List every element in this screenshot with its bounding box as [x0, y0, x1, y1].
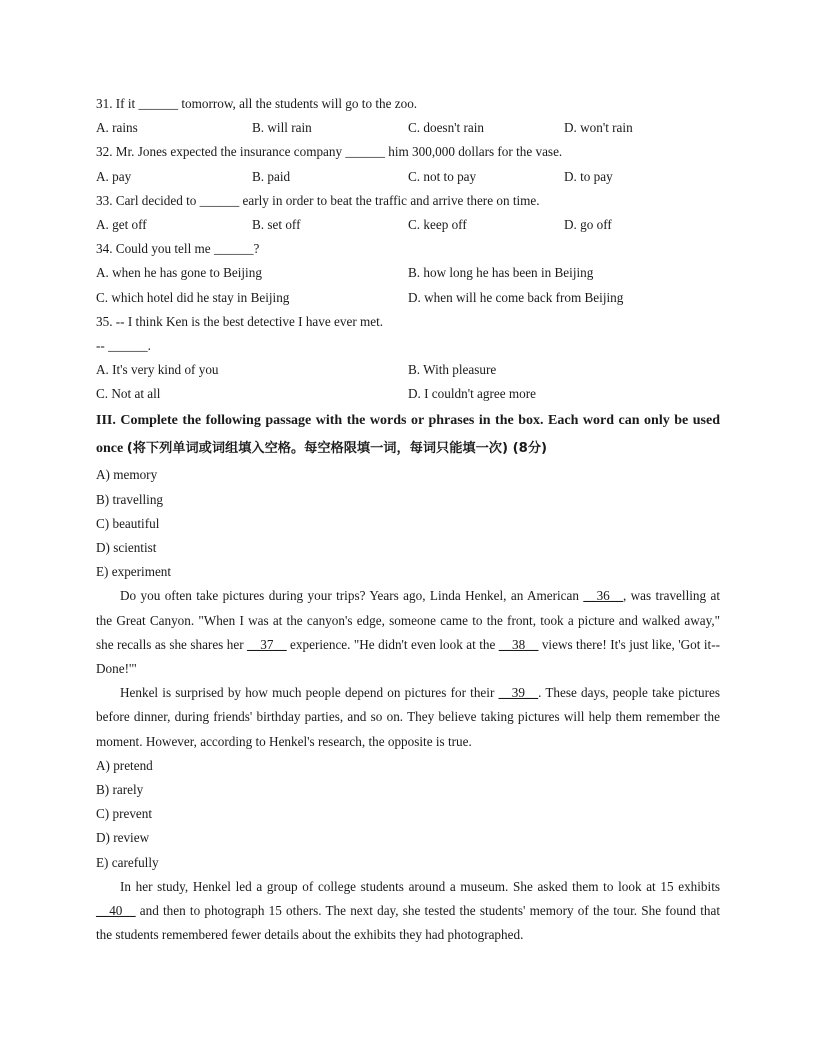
passage-paragraph-1	[96, 584, 720, 681]
section-3-heading-en: III. Complete the following passage with the words or phrases in the box. Each word can only be used once	[96, 413, 720, 457]
paragraph-2-text-2: . These days, people take pictures before dinner, during friends' birthday parties, and so on. They believe taking pictures will help them remember the moment. However, according to Henkel's research, the opposite is true.	[96, 685, 720, 749]
question-32-option-c: C. not to pay	[408, 168, 477, 184]
question-35-option-c: C. Not at all	[96, 386, 161, 402]
question-33-option-b: B. set off	[252, 216, 301, 232]
question-34-option-b: B. how long he has been in Beijing	[408, 265, 594, 281]
blank-37: __37__	[247, 636, 287, 652]
question-35-option-d: D. I couldn't agree more	[408, 386, 536, 402]
question-31-option-b: B. will rain	[252, 120, 312, 136]
blank-40: __40__	[96, 902, 136, 918]
question-35-option-a: A. It's very kind of you	[96, 362, 219, 378]
question-33-options	[96, 213, 720, 237]
question-34-options-row-2	[96, 286, 720, 310]
paragraph-1-text-2: , was travelling at the Great Canyon. "When I was at the canyon's edge, someone came to the front, took a picture and walked away," she recalls as she shares her	[96, 588, 721, 652]
question-35-option-b: B. With pleasure	[408, 362, 497, 378]
word-box-1-item: B) travelling	[96, 491, 164, 507]
paragraph-1-text-4: views there! It's just like, 'Got it--Done!'"	[96, 636, 720, 676]
question-34-option-c: C. which hotel did he stay in Beijing	[96, 289, 290, 305]
word-box-2-item: C) prevent	[96, 806, 153, 822]
question-35-options-row-2	[96, 382, 720, 406]
question-35-options-row-1	[96, 358, 720, 382]
question-33-option-d: D. go off	[564, 216, 612, 232]
word-box-1-item: D) scientist	[96, 540, 157, 555]
question-34-options-row-1	[96, 261, 720, 285]
question-31-option-c: C. doesn't rain	[408, 120, 484, 136]
paragraph-1-text-3: experience. "He didn't even look at the	[286, 636, 499, 652]
paragraph-3-text-2: and then to photograph 15 others. The next day, she tested the students' memory of the tour. She found that the students remembered fewer details about the exhibits they had photographed.	[96, 902, 720, 943]
word-box-1-item: A) memory	[96, 467, 158, 483]
exam-content	[96, 92, 720, 947]
word-box-2	[96, 754, 720, 875]
word-box-2-item: A) pretend	[96, 757, 153, 773]
section-3-heading	[96, 407, 720, 463]
question-34-stem: 34. Could you tell me ______?	[96, 241, 260, 257]
blank-39: __39__	[498, 685, 539, 701]
question-34-option-d: D. when will he come back from Beijing	[408, 289, 624, 305]
question-33-option-c: C. keep off	[408, 216, 467, 232]
word-box-1-item: C) beautiful	[96, 515, 160, 531]
section-3-heading-cn: (将下列单词或词组填入空格。每空格限填一词，每词只能填一次) (8分)	[126, 441, 548, 457]
question-34-option-a: A. when he has gone to Beijing	[96, 265, 262, 281]
paragraph-1-text-1: Do you often take pictures during your trips? Years ago, Linda Henkel, an American	[120, 588, 584, 604]
question-33-stem: 33. Carl decided to ______ early in order to beat the traffic and arrive there on time.	[96, 192, 540, 208]
blank-36: __36__	[583, 588, 623, 604]
passage-paragraph-3	[96, 875, 720, 948]
question-31-option-a: A. rains	[96, 120, 138, 136]
question-32-options	[96, 165, 720, 189]
word-box-1	[96, 463, 720, 584]
word-box-1-item: E) experiment	[96, 564, 172, 580]
question-31-option-d: D. won't rain	[564, 120, 633, 136]
question-32-option-d: D. to pay	[564, 168, 613, 184]
paragraph-2-text-1: Henkel is surprised by how much people depend on pictures for their	[120, 685, 499, 701]
word-box-2-item: E) carefully	[96, 854, 159, 870]
question-31-options	[96, 116, 720, 140]
question-35-stem: 35. -- I think Ken is the best detective I have ever met.	[96, 313, 384, 329]
question-32-option-b: B. paid	[252, 168, 291, 184]
question-33-option-a: A. get off	[96, 216, 147, 232]
word-box-2-item: D) review	[96, 830, 150, 846]
word-box-2-item: B) rarely	[96, 781, 144, 797]
question-31-stem: 31. If it ______ tomorrow, all the students will go to the zoo.	[96, 96, 418, 111]
blank-38: __38__	[498, 636, 539, 652]
question-35-reply: -- ______.	[96, 337, 151, 353]
question-32-stem: 32. Mr. Jones expected the insurance company ______ him 300,000 dollars for the vase.	[96, 144, 563, 160]
question-32-option-a: A. pay	[96, 168, 132, 184]
passage-paragraph-2	[96, 681, 720, 754]
paragraph-3-text-1: In her study, Henkel led a group of college students around a museum. She asked them to look at 15 exhibits	[120, 878, 720, 894]
